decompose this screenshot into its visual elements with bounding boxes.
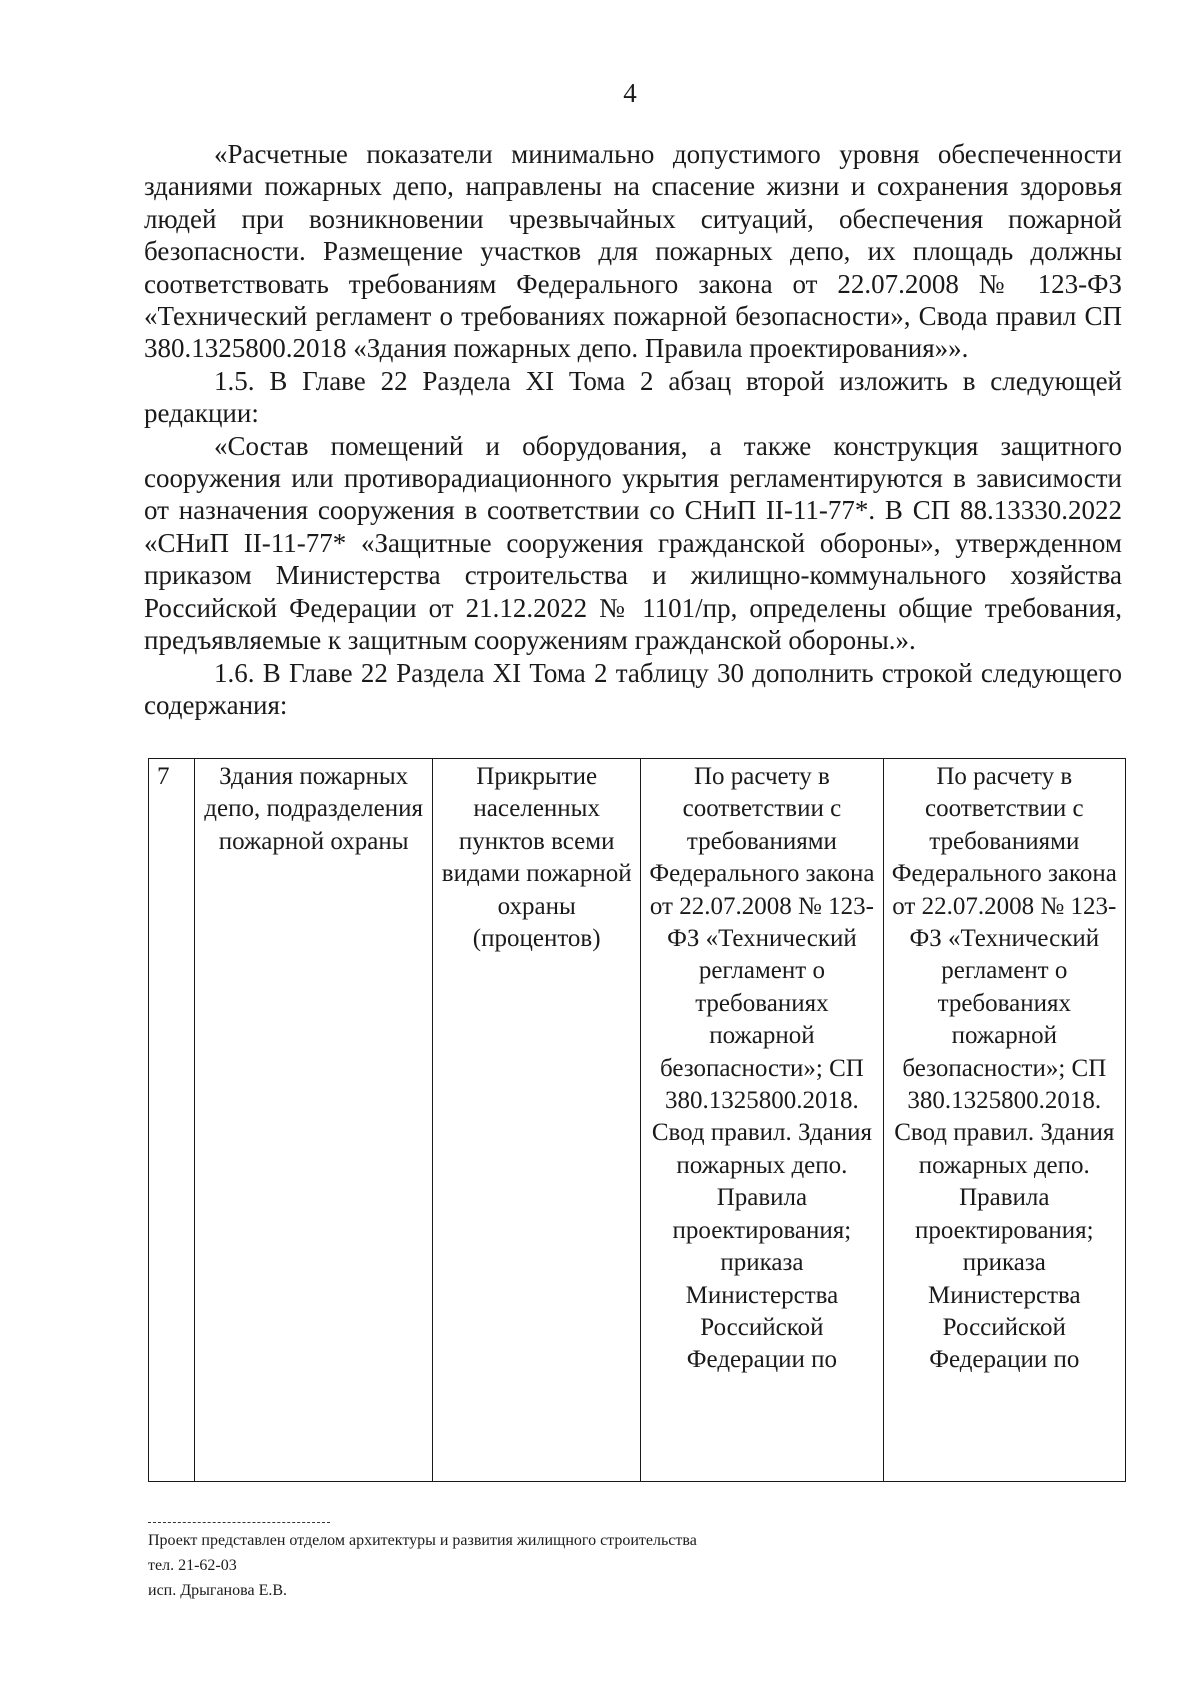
row-number-cell: 7	[149, 759, 195, 1482]
paragraph-quote-fire-depots: «Расчетные показатели минимально допустимого уровня обеспеченности зданиями пожарных депо, направлены на спасение жизни и сохранения здоровья людей при возникновении чрезвычайных ситуаций, обеспечения пожарной безопасности. Размещение участков для пожарных депо, их площадь должны соответствовать требованиям Федерального закона от 22.07.2008 № 123-ФЗ «Технический регламент о требованиях пожарной безопасности», Свода правил СП 380.1325800.2018 «Здания пожарных депо. Правила проектирования»».	[144, 139, 1122, 364]
table-row	[149, 759, 1126, 1482]
footnote-divider	[148, 1522, 330, 1523]
paragraph-item-1-6: 1.6. В Главе 22 Раздела XI Тома 2 таблицу 30 дополнить строкой следующего содержания:	[144, 657, 1122, 720]
paragraph-item-1-5: 1.5. В Главе 22 Раздела XI Тома 2 абзац второй изложить в следующей редакции:	[144, 365, 1122, 429]
value-cell-2: По расчету в соответствии с требованиями Федерального закона от 22.07.2008 № 123-ФЗ «Технический регламент о требованиях пожарной безопасности»; СП 380.1325800.2018. Свод правил. Здания пожарных депо. Правила проектирования; приказа Министерства Российской Федерации по	[883, 759, 1125, 1482]
indicator-cell: Прикрытие населенных пунктов всеми видами пожарной охраны (процентов)	[433, 759, 641, 1482]
footer	[148, 1528, 697, 1603]
value-cell-1: По расчету в соответствии с требованиями Федерального закона от 22.07.2008 № 123-ФЗ «Технический регламент о требованиях пожарной безопасности»; СП 380.1325800.2018. Свод правил. Здания пожарных депо. Правила проектирования; приказа Министерства Российской Федерации по	[641, 759, 883, 1482]
facility-name-cell: Здания пожарных депо, подразделения пожарной охраны	[195, 759, 433, 1482]
footer-executor: исп. Дрыганова Е.В.	[148, 1582, 288, 1599]
table-30-addition	[148, 758, 1126, 1482]
document-body	[144, 138, 1122, 721]
footer-phone: тел. 21-62-03	[148, 1557, 237, 1574]
footer-department: Проект представлен отделом архитектуры и развития жилищного строительства	[148, 1532, 697, 1549]
paragraph-quote-shelters: «Состав помещений и оборудования, а также конструкция защитного сооружения или противорадиационного укрытия регламентируются в зависимости от назначения сооружения в соответствии со СНиП II-11-77*. В СП 88.13330.2022 «СНиП II-11-77* «Защитные сооружения гражданской обороны», утвержденном приказом Министерства строительства и жилищно-коммунального хозяйства Российской Федерации от 21.12.2022 № 1101/пр, определены общие требования, предъявляемые к защитным сооружениям гражданской обороны.».	[144, 430, 1122, 656]
page-number: 4	[623, 78, 637, 108]
